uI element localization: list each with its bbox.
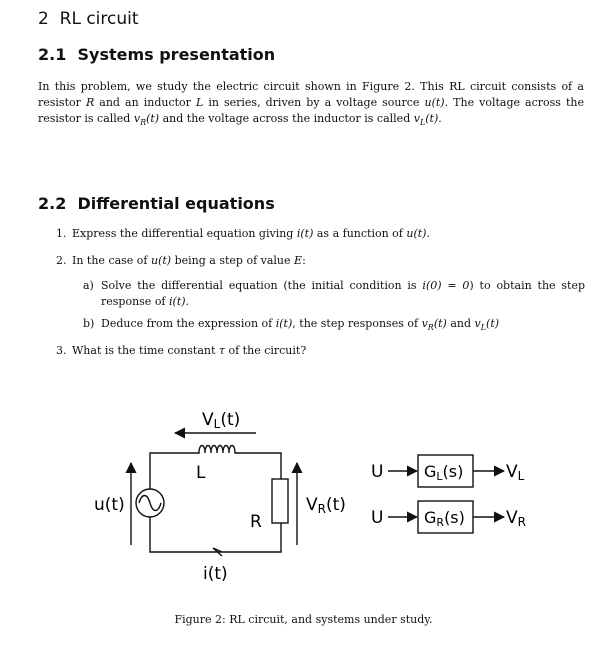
wire-top-right: [240, 453, 281, 479]
block1-tf: GL(s): [424, 462, 464, 483]
subsection-title: Differential equations: [77, 194, 275, 213]
list-label: b): [83, 317, 95, 330]
list-text: In the case of u(t) being a step of value E:: [72, 254, 306, 267]
current-label: i(t): [203, 564, 228, 584]
list-text: Deduce from the expression of i(t), the step responses of $v_R(t)$ and $v_L(t)$: [101, 317, 500, 333]
block2-input: U: [371, 508, 384, 528]
section-title: RL circuit: [59, 9, 139, 29]
section-heading: [38, 9, 139, 29]
math-vL: $v_L(t)$: [413, 112, 439, 128]
vR-label: VR(t): [306, 495, 346, 516]
block2-tf: GR(s): [424, 508, 465, 529]
resistor: [272, 479, 288, 523]
inductor-label: L: [196, 463, 206, 483]
block1-output: VL: [506, 462, 525, 483]
subsection-title: Systems presentation: [77, 45, 276, 64]
math-u: u(t): [424, 96, 445, 109]
list-text-cont: response of i(t).: [101, 295, 190, 308]
list-text: What is the time constant τ of the circuit?: [72, 344, 307, 357]
math-L: L: [195, 96, 204, 109]
block2-output: VR: [506, 508, 526, 529]
resistor-label: R: [250, 512, 262, 532]
list-number: 1.: [56, 227, 67, 240]
subsection-number: 2.1: [38, 45, 67, 64]
list-label: a): [83, 279, 94, 292]
source-label: u(t): [94, 495, 125, 515]
list-number: 2.: [56, 254, 67, 267]
list-text: Express the differential equation giving i(t) as a function of u(t).: [72, 227, 430, 240]
intro-paragraph: In this problem, we study the electric circuit shown in Figure 2. This RL circuit consists of a resistor R and an inductor L in series, driven by a voltage source u(t). The voltage across the resistor is called $v_R(t)$ and the voltage across the inductor is called $v_L(t)$.: [38, 80, 585, 128]
subsection-heading-1: [38, 45, 275, 64]
subsection-heading-2: [38, 194, 275, 213]
list-text: Solve the differential equation (the initial condition is i(0) = 0) to obtain the step: [101, 279, 585, 292]
list-number: 3.: [56, 344, 67, 357]
inductor-coil: [196, 446, 240, 454]
figure-caption: Figure 2: RL circuit, and systems under study.: [174, 613, 433, 626]
block1-input: U: [371, 462, 384, 482]
math-vR: $v_R(t)$: [133, 112, 160, 128]
subsection-number: 2.2: [38, 194, 67, 213]
rl-circuit-figure: [0, 395, 607, 610]
vL-label: VL(t): [202, 410, 241, 431]
section-number: 2: [38, 9, 49, 29]
math-R: R: [85, 96, 95, 109]
